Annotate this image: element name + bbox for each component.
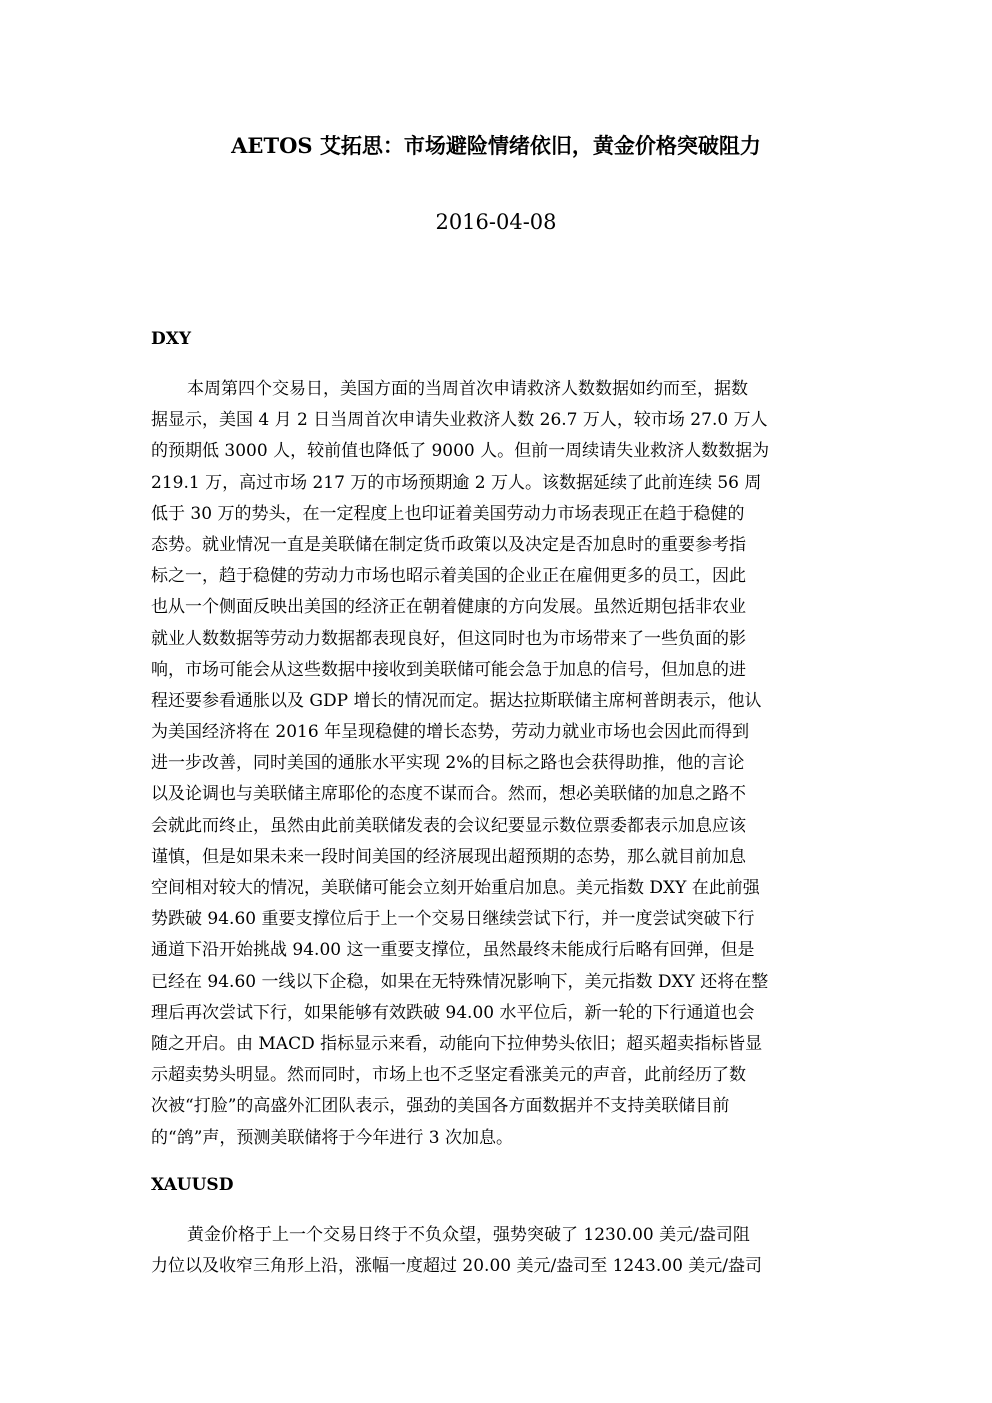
paragraph-line: 的预期低 3000 人，较前值也降低了 9000 人。但前一周续请失业救济人数数据为 (151, 441, 770, 462)
paragraph-line: 空间相对较大的情况，美联储可能会立刻开始重启加息。美元指数 DXY 在此前强 (151, 878, 760, 898)
paragraph-line: 也从一个侧面反映出美国的经济正在朝着健康的方向发展。虽然近期包括非农业 (151, 597, 746, 618)
paragraph-line: 程还要参看通胀以及 GDP 增长的情况而定。据达拉斯联储主席柯普朗表示，他认 (151, 690, 762, 711)
paragraph-line: 本周第四个交易日，美国方面的当周首次申请救济人数数据如约而至，据数 (187, 379, 748, 399)
paragraph-line: 理后再次尝试下行，如果能够有效跌破 94.00 水平位后，新一轮的下行通道也会 (151, 1002, 755, 1023)
paragraph-line: 次被“打脸”的高盛外汇团队表示，强劲的美国各方面数据并不支持美联储目前 (151, 1096, 730, 1117)
paragraph-line: 态势。就业情况一直是美联储在制定货币政策以及决定是否加息时的重要参考指 (151, 534, 746, 555)
paragraph-line: 低于 30 万的势头，在一定程度上也印证着美国劳动力市场表现正在趋于稳健的 (151, 503, 745, 524)
paragraph-line: 标之一，趋于稳健的劳动力市场也昭示着美国的企业正在雇佣更多的员工，因此 (151, 566, 746, 587)
paragraph-xauusd (151, 1220, 845, 1282)
paragraph-line: 为美国经济将在 2016 年呈现稳健的增长态势，劳动力就业市场也会因此而得到 (151, 722, 750, 743)
paragraph-line: 示超卖势头明显。然而同时，市场上也不乏坚定看涨美元的声音，此前经历了数 (151, 1065, 746, 1086)
document-date: 2016-04-08 (435, 210, 557, 234)
paragraph-line: 随之开启。由 MACD 指标显示来看，动能向下拉伸势头依旧；超买超卖指标皆显 (151, 1033, 763, 1054)
section-heading-xauusd: XAUUSD (151, 1175, 234, 1195)
paragraph-line: 以及论调也与美联储主席耶伦的态度不谋而合。然而，想必美联储的加息之路不 (151, 784, 746, 805)
document-title: AETOS 艾拓思：市场避险情绪依旧，黄金价格突破阻力 (231, 133, 761, 158)
paragraph-line: 势跌破 94.60 重要支撑位后于上一个交易日继续尝试下行，并一度尝试突破下行 (151, 909, 755, 930)
paragraph-line: 响，市场可能会从这些数据中接收到美联储可能会急于加息的信号，但加息的进 (151, 659, 746, 680)
paragraph-line: 已经在 94.60 一线以下企稳，如果在无特殊情况影响下，美元指数 DXY 还将在整 (151, 971, 769, 992)
paragraph-line: 通道下沿开始挑战 94.00 这一重要支撑位，虽然最终未能成行后略有回弹，但是 (151, 940, 755, 961)
paragraph-line: 219.1 万，高过市场 217 万的市场预期逾 2 万人。该数据延续了此前连续 56 周 (151, 472, 762, 493)
paragraph-line: 进一步改善，同时美国的通胀水平实现 2%的目标之路也会获得助推，他的言论 (151, 753, 745, 774)
paragraph-line: 的“鸽”声，预测美联储将于今年进行 3 次加息。 (151, 1127, 514, 1148)
paragraph-line: 谨慎，但是如果未来一段时间美国的经济展现出超预期的态势，那么就目前加息 (151, 846, 746, 867)
paragraph-line: 黄金价格于上一个交易日终于不负众望，强势突破了 1230.00 美元/盎司阻 (187, 1225, 750, 1245)
paragraph-line: 据显示，美国 4 月 2 日当周首次申请失业救济人数 26.7 万人，较市场 27.0 万人 (151, 410, 768, 431)
section-heading-dxy: DXY (151, 329, 192, 349)
paragraph-line: 会就此而终止，虽然由此前美联储发表的会议纪要显示数位票委都表示加息应该 (151, 815, 746, 836)
paragraph-line: 就业人数数据等劳动力数据都表现良好，但这同时也为市场带来了一些负面的影 (151, 628, 746, 649)
paragraph-line: 力位以及收窄三角形上沿，涨幅一度超过 20.00 美元/盎司至 1243.00 美元/盎司 (151, 1256, 763, 1277)
paragraph-dxy (151, 374, 845, 1154)
